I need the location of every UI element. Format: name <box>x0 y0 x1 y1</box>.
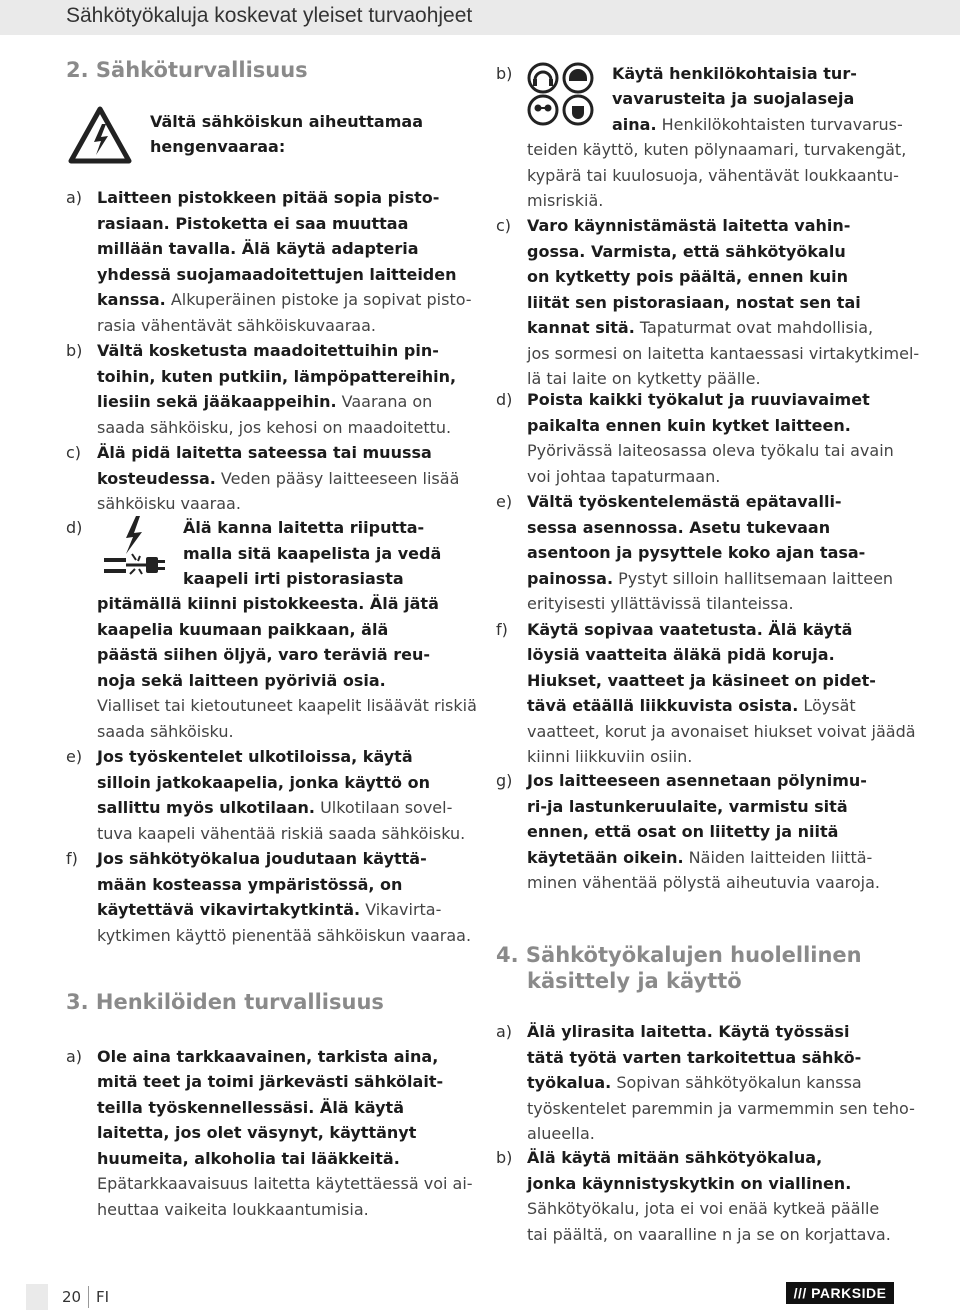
item-marker-d: d) <box>66 518 83 537</box>
item-2a-line: kanssa. Alkuperäinen pistoke ja sopivat pisto- <box>97 290 472 309</box>
item-marker-f: f) <box>496 620 508 639</box>
item-marker-b: b) <box>66 341 83 360</box>
item-marker-b: b) <box>496 64 513 83</box>
item-2d-line: pitämällä kiinni pistokkeesta. Älä jätä <box>97 594 439 613</box>
item-2f-line: Jos sähkötyökalua joudutaan käyttä- <box>97 849 427 868</box>
item-3b-line: kypärä tai kuulosuoja, vähentävät loukkaantu- <box>527 166 899 185</box>
item-3c-line: lä tai laite on kytketty päälle. <box>527 369 761 388</box>
language-code: FI <box>96 1288 110 1306</box>
item-4b-line: tai päältä, on vaaralline n ja se on korjattava. <box>527 1225 891 1244</box>
item-3g-line: käytetään oikein. Näiden laitteiden liittä- <box>527 848 873 867</box>
item-3g-line: ennen, että osat on liitetty ja niitä <box>527 822 839 841</box>
item-2f-line: mään kosteassa ympäristössä, on <box>97 875 403 894</box>
item-marker-a: a) <box>496 1022 513 1041</box>
item-2d-line: Vialliset tai kietoutuneet kaapelit lisäävät riskiä <box>97 696 477 715</box>
section-title-4-cont: käsittely ja käyttö <box>527 969 742 993</box>
item-3d-line: Poista kaikki työkalut ja ruuviavaimet <box>527 390 870 409</box>
item-4a-line: tätä työtä varten tarkoitettua sähkö- <box>527 1048 862 1067</box>
item-3f-line: tävä etäällä liikkuvista osista. Löysät <box>527 696 856 715</box>
item-2d-line: malla sitä kaapelista ja vedä <box>183 544 442 563</box>
item-marker-c: c) <box>66 443 82 462</box>
item-marker-d: d) <box>496 390 513 409</box>
item-3b-line: teiden käyttö, kuten pölynaamari, turvakengät, <box>527 140 907 159</box>
item-3c-line: on kytketty pois päältä, ennen kuin <box>527 267 849 286</box>
item-2d-line: Älä kanna laitetta riiputta- <box>183 518 425 537</box>
item-marker-e: e) <box>66 747 83 766</box>
item-2e-line: sallittu myös ulkotilaan. Ulkotilaan sovel- <box>97 798 453 817</box>
item-2b-line: saada sähköisku, jos kehosi on maadoitettu. <box>97 418 452 437</box>
item-3a-line: mitä teet ja toimi järkevästi sähkölait- <box>97 1072 444 1091</box>
item-4a-line: Älä ylirasita laitetta. Käytä työssäsi <box>527 1022 850 1041</box>
item-3a-line: Epätarkkaavaisuus laitetta käytettäessä voi ai- <box>97 1174 473 1193</box>
item-3f-line: Käytä sopivaa vaatetusta. Älä käytä <box>527 620 853 639</box>
item-marker-e: e) <box>496 492 513 511</box>
item-3c-line: kannat sitä. Tapaturmat ovat mahdollisia, <box>527 318 874 337</box>
item-3f-line: Hiukset, vaatteet ja käsineet on pidet- <box>527 671 876 690</box>
section-title-4: 4. Sähkötyökalujen huolellinen <box>496 943 862 967</box>
cable-pull-hazard-icon <box>102 514 168 582</box>
item-3e-line: erityisesti yllättävissä tilanteissa. <box>527 594 794 613</box>
item-3a-line: laitetta, jos olet väsynyt, käyttänyt <box>97 1123 417 1142</box>
item-3g-line: minen vähentää pölystä aiheutuvia vaaroja. <box>527 873 880 892</box>
item-3a-line: teilla työskennellessäsi. Älä käytä <box>97 1098 404 1117</box>
item-3a-line: heuttaa vaikeita loukkaantumisia. <box>97 1200 369 1219</box>
parkside-logo: /// PARKSIDE <box>786 1282 894 1304</box>
item-3d-line: voi johtaa tapaturmaan. <box>527 467 721 486</box>
item-3c-line: liität sen pistorasiaan, nostat sen tai <box>527 293 861 312</box>
item-3d-line: Pyörivässä laiteosassa oleva työkalu tai avain <box>527 441 894 460</box>
item-3b-line: misriskiä. <box>527 191 604 210</box>
footer-page-tab <box>26 1284 48 1310</box>
item-marker-f: f) <box>66 849 78 868</box>
item-3d-line: paikalta ennen kuin kytket laitteen. <box>527 416 851 435</box>
item-4b-line: Älä käytä mitään sähkötyökalua, <box>527 1148 823 1167</box>
item-2d-line: kaapeli irti pistorasiasta <box>183 569 404 588</box>
item-2d-line: saada sähköisku. <box>97 722 234 741</box>
item-3e-line: asentoon ja pysyttele koko ajan tasa- <box>527 543 866 562</box>
item-4a-line: työkalua. Sopivan sähkötyökalun kanssa <box>527 1073 862 1092</box>
item-3c-line: Varo käynnistämästä laitetta vahin- <box>527 216 851 235</box>
item-4a-line: työskentelet paremmin ja varmemmin sen teho- <box>527 1099 915 1118</box>
item-marker-a: a) <box>66 188 83 207</box>
item-3a-line: huumeita, alkoholia tai lääkkeitä. <box>97 1149 400 1168</box>
section-title-3: 3. Henkilöiden turvallisuus <box>66 990 384 1014</box>
item-3f-line: löysiä vaatteita äläkä pidä koruja. <box>527 645 835 664</box>
item-3b-line: vavarusteita ja suojalaseja <box>612 89 855 108</box>
item-2d-line: noja sekä laitteen pyöriviä osia. <box>97 671 386 690</box>
protective-equipment-icon <box>527 62 595 126</box>
item-marker-c: c) <box>496 216 512 235</box>
item-2b-line: Vältä kosketusta maadoitettuihin pin- <box>97 341 439 360</box>
item-3f-line: kiinni liikkuviin osiin. <box>527 747 693 766</box>
electric-hazard-warning-icon <box>68 106 132 164</box>
item-3b-line: Käytä henkilökohtaisia tur- <box>612 64 857 83</box>
item-2a-line: rasia vähentävät sähköiskuvaaraa. <box>97 316 376 335</box>
page-number: 20 <box>62 1288 82 1306</box>
page-header-title: Sähkötyökaluja koskevat yleiset turvaohjeet <box>66 4 473 27</box>
section-title-2: 2. Sähköturvallisuus <box>66 58 308 82</box>
item-2b-line: toihin, kuten putkiin, lämpöpattereihin, <box>97 367 457 386</box>
item-2d-line: kaapelia kuumaan paikkaan, älä <box>97 620 389 639</box>
item-2a-line: rasiaan. Pistoketta ei saa muuttaa <box>97 214 409 233</box>
warning-line-1: Vältä sähköiskun aiheuttamaa <box>150 112 423 131</box>
item-3e-line: Vältä työskentelemästä epätavalli- <box>527 492 842 511</box>
item-4b-line: jonka käynnistyskytkin on viallinen. <box>527 1174 852 1193</box>
item-2e-line: silloin jatkokaapelia, jonka käyttö on <box>97 773 430 792</box>
item-2c-line: Älä pidä laitetta sateessa tai muussa <box>97 443 432 462</box>
item-marker-g: g) <box>496 771 513 790</box>
item-3a-line: Ole aina tarkkaavainen, tarkista aina, <box>97 1047 439 1066</box>
item-marker-a: a) <box>66 1047 83 1066</box>
item-4a-line: alueella. <box>527 1124 595 1143</box>
item-3b-line: aina. Henkilökohtaisten turvavarus- <box>612 115 903 134</box>
item-2e-line: Jos työskentelet ulkotiloissa, käytä <box>97 747 413 766</box>
item-2b-line: liesiin sekä jääkaappeihin. Vaarana on <box>97 392 433 411</box>
item-2c-line: kosteudessa. Veden pääsy laitteeseen lisää <box>97 469 460 488</box>
item-3g-line: Jos laitteeseen asennetaan pölynimu- <box>527 771 867 790</box>
item-2a-line: yhdessä suojamaadoitettujen laitteiden <box>97 265 457 284</box>
item-3f-line: vaatteet, korut ja avonaiset hiukset voivat jäädä <box>527 722 916 741</box>
item-2f-line: kytkimen käyttö pienentää sähköiskun vaaraa. <box>97 926 472 945</box>
item-2d-line: päästä siihen öljyä, varo teräviä reu- <box>97 645 431 664</box>
warning-line-2: hengenvaaraa: <box>150 137 286 156</box>
item-3c-line: gossa. Varmista, että sähkötyökalu <box>527 242 846 261</box>
item-2e-line: tuva kaapeli vähentää riskiä saada sähköisku. <box>97 824 466 843</box>
item-3c-line: jos sormesi on laitetta kantaessasi virtakytkimel- <box>527 344 920 363</box>
item-3e-line: painossa. Pystyt silloin hallitsemaan laitteen <box>527 569 894 588</box>
item-marker-b: b) <box>496 1148 513 1167</box>
item-2a-line: Laitteen pistokkeen pitää sopia pisto- <box>97 188 440 207</box>
footer-divider <box>88 1286 89 1308</box>
item-2f-line: käytettävä vikavirtakytkintä. Vikavirta- <box>97 900 442 919</box>
item-3g-line: ri-ja lastunkeruulaite, varmistu sitä <box>527 797 848 816</box>
item-4b-line: Sähkötyökalu, jota ei voi enää kytkeä päälle <box>527 1199 880 1218</box>
item-3e-line: sessa asennossa. Asetu tukevaan <box>527 518 831 537</box>
item-2c-line: sähköisku vaaraa. <box>97 494 241 513</box>
item-2a-line: millään tavalla. Älä käytä adapteria <box>97 239 419 258</box>
